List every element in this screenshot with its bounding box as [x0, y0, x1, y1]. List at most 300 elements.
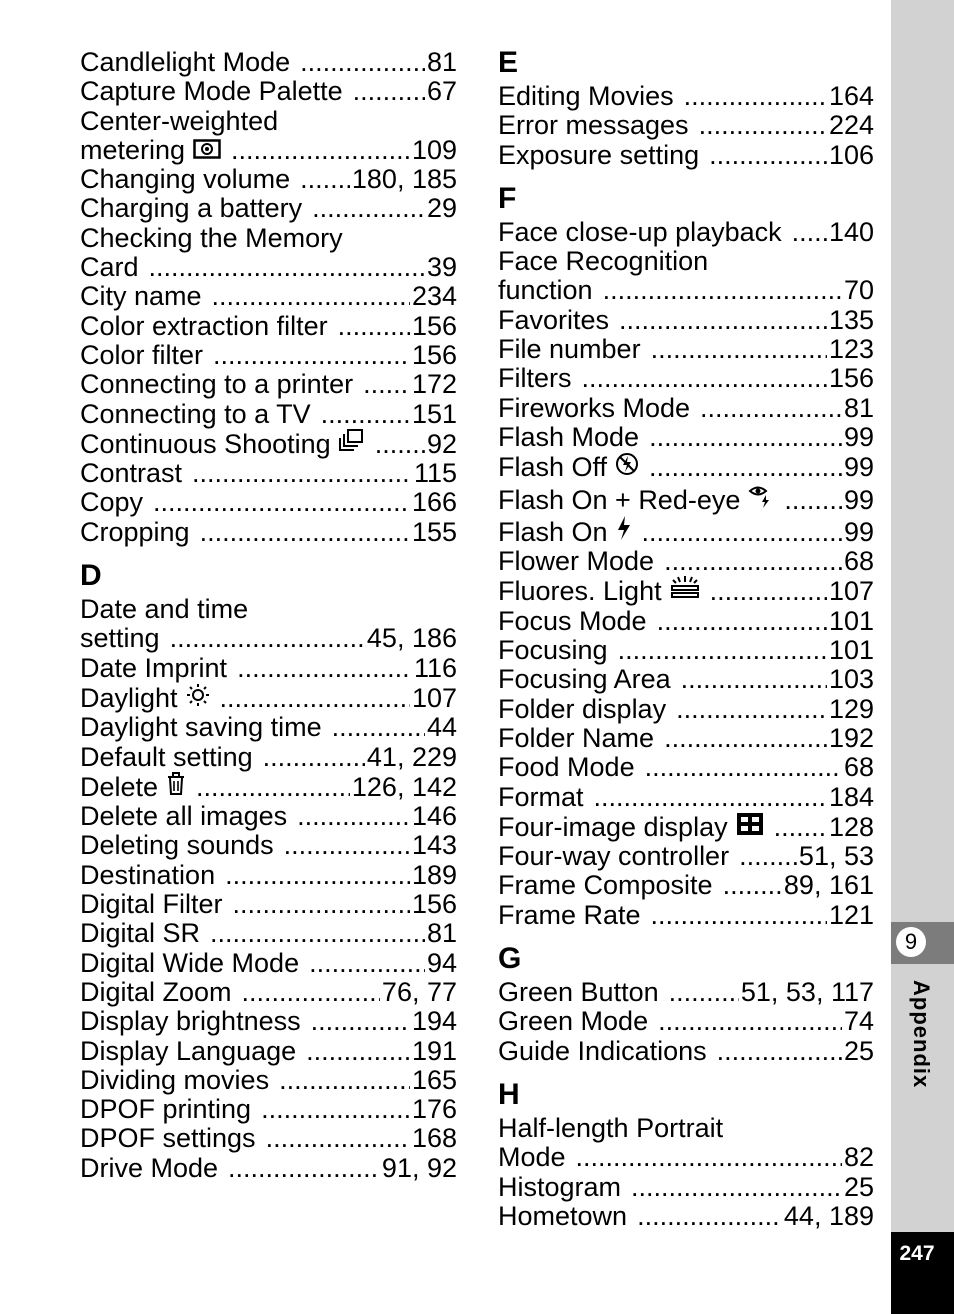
- index-entry: [80, 654, 457, 683]
- entry-page: 107: [411, 682, 457, 713]
- entry-page: 172: [411, 369, 457, 400]
- entry-term: Daylight: [80, 682, 178, 713]
- entry-term: Editing Movies: [498, 81, 674, 111]
- index-entry: [498, 753, 874, 782]
- index-entry: [80, 978, 457, 1007]
- entry-term: Focus Mode: [498, 605, 647, 636]
- leader-dots: [153, 488, 410, 517]
- index-entry-line: [498, 812, 874, 842]
- entry-page: 99: [843, 484, 874, 515]
- entry-page: 44: [426, 712, 457, 743]
- entry-page: 91, 92: [381, 1152, 457, 1183]
- index-entry: [498, 636, 874, 665]
- entry-page: 94: [426, 947, 457, 978]
- trash-icon: [166, 772, 186, 802]
- entry-term: Delete all images: [80, 801, 288, 832]
- entry-page: 44, 189: [783, 1200, 874, 1231]
- index-entry-line: [498, 1173, 874, 1202]
- section-letter: G: [498, 942, 522, 976]
- index-entry-line: [80, 919, 457, 948]
- leader-dots: [651, 335, 827, 364]
- index-entry: [80, 48, 457, 77]
- entry-term: function: [498, 275, 593, 306]
- leader-dots: [700, 394, 842, 423]
- index-entry-line: [80, 48, 457, 77]
- entry-page: 155: [411, 516, 457, 547]
- leader-dots: [657, 607, 827, 636]
- entry-term: Changing volume: [80, 164, 291, 195]
- leader-dots: [658, 1007, 842, 1036]
- entry-term: Flash On: [498, 516, 608, 547]
- index-entry-line: [498, 218, 874, 247]
- entry-term-lead: Date and time: [80, 594, 249, 625]
- entry-term: File number: [498, 334, 641, 365]
- index-entry: [80, 165, 457, 194]
- center-weighted-metering-icon: [193, 136, 221, 165]
- index-entry: [498, 1007, 874, 1036]
- leader-dots: [231, 136, 410, 165]
- entry-page: 68: [843, 546, 874, 577]
- index-entry-line: [498, 607, 874, 636]
- entry-page: 89, 161: [783, 870, 874, 901]
- entry-page: 76, 77: [381, 976, 457, 1007]
- leader-dots: [792, 218, 827, 247]
- index-section: [498, 48, 874, 170]
- index-entry-line: [80, 400, 457, 429]
- leader-dots: [210, 919, 425, 948]
- index-entry-line: [498, 871, 874, 900]
- index-entry: [498, 141, 874, 170]
- index-entry-line: [80, 194, 457, 223]
- entry-page: 82: [843, 1142, 874, 1173]
- entry-page: 156: [411, 339, 457, 370]
- index-entry-line: [498, 452, 874, 482]
- entry-term: Digital Filter: [80, 889, 223, 920]
- index-entry: [498, 842, 874, 871]
- entry-page: 126, 142: [351, 771, 457, 802]
- entry-term: Food Mode: [498, 752, 635, 783]
- index-entry: [80, 77, 457, 106]
- entry-term: Digital SR: [80, 918, 201, 949]
- section-letter: E: [498, 46, 519, 79]
- index-entry: [498, 111, 874, 140]
- entry-term: Display brightness: [80, 1006, 301, 1037]
- entry-term: Flash On + Red-eye: [498, 484, 741, 515]
- leader-dots: [266, 1124, 410, 1153]
- index-entry-line: [498, 724, 874, 753]
- index-entry-line: [80, 713, 457, 742]
- leader-dots: [321, 400, 410, 429]
- entry-page: 168: [411, 1123, 457, 1154]
- entry-page: 166: [411, 487, 457, 518]
- index-entry-line: [498, 1143, 874, 1172]
- entry-page: 25: [843, 1171, 874, 1202]
- entry-page: 121: [828, 899, 874, 930]
- entry-term: Capture Mode Palette: [80, 76, 343, 107]
- index-entry-line: [498, 141, 874, 170]
- entry-page: 194: [411, 1006, 457, 1037]
- index-entry-line: [80, 683, 457, 713]
- leader-dots: [309, 949, 425, 978]
- index-entry: [498, 82, 874, 111]
- entry-term-lead: Center-weighted: [80, 105, 279, 136]
- index-entry-line: [498, 515, 874, 547]
- chapter-number: 9: [896, 927, 926, 957]
- entry-page: 128: [828, 811, 874, 842]
- index-entry: [498, 576, 874, 606]
- entry-term: Favorites: [498, 304, 610, 335]
- index-entry-line: [80, 1007, 457, 1036]
- index-entry-line: [498, 423, 874, 452]
- leader-dots: [619, 306, 827, 335]
- index-entry-line: [498, 394, 874, 423]
- leader-dots: [284, 831, 410, 860]
- entry-term: Delete: [80, 771, 159, 802]
- index-entry: [498, 695, 874, 724]
- index-entry-line: [498, 276, 874, 305]
- index-entry-line: [498, 783, 874, 812]
- section-letter: F: [498, 181, 517, 215]
- index-entry: [80, 949, 457, 978]
- entry-page: 74: [843, 1006, 874, 1037]
- index-entry-line: [80, 370, 457, 399]
- entry-term: Copy: [80, 487, 144, 518]
- entry-page: 101: [828, 635, 874, 666]
- entry-term: Guide Indications: [498, 1035, 707, 1066]
- index-entry-line: [498, 978, 874, 1007]
- entry-page: 70: [843, 275, 874, 306]
- index-entry-line: [498, 901, 874, 930]
- entry-page: 176: [411, 1094, 457, 1125]
- index-entry-line: [80, 429, 457, 459]
- leader-dots: [149, 253, 425, 282]
- entry-page: 116: [413, 652, 457, 683]
- entry-page: 123: [828, 334, 874, 365]
- index-entry: [498, 394, 874, 423]
- leader-dots: [664, 547, 842, 576]
- entry-term: Destination: [80, 859, 216, 890]
- index-section: [498, 1077, 874, 1231]
- index-entry: [498, 483, 874, 515]
- entry-page: 81: [843, 392, 874, 423]
- leader-dots: [242, 978, 380, 1007]
- index-entry-line: [80, 654, 457, 683]
- leader-dots: [225, 861, 410, 890]
- index-entry-line: [498, 483, 874, 515]
- entry-term: Continuous Shooting: [80, 428, 331, 459]
- index-entry-line: [80, 136, 457, 165]
- entry-term: Connecting to a printer: [80, 369, 354, 400]
- entry-term: Format: [498, 781, 584, 812]
- entry-page: 146: [411, 801, 457, 832]
- entry-term: Daylight saving time: [80, 712, 322, 743]
- entry-term: City name: [80, 281, 202, 312]
- index-entry: [80, 595, 457, 654]
- entry-term: Default setting: [80, 741, 253, 772]
- index-entry: [80, 831, 457, 860]
- index-entry-line: [498, 753, 874, 782]
- index-entry: [80, 861, 457, 890]
- index-entry: [498, 452, 874, 482]
- entry-page: 151: [411, 398, 457, 429]
- index-section: [498, 944, 874, 1066]
- entry-page: 41, 229: [366, 741, 457, 772]
- index-entry-line: [80, 1037, 457, 1066]
- entry-page: 180, 185: [351, 164, 457, 195]
- leader-dots: [212, 282, 410, 311]
- leader-dots: [213, 341, 410, 370]
- index-section: [80, 561, 457, 1183]
- index-entry: [498, 306, 874, 335]
- index-entry: [498, 335, 874, 364]
- entry-term: DPOF settings: [80, 1123, 256, 1154]
- index-entry: [498, 1114, 874, 1173]
- leader-dots: [353, 77, 425, 106]
- entry-term: Contrast: [80, 458, 183, 489]
- entry-term: Error messages: [498, 110, 689, 141]
- index-entry-line: [80, 624, 457, 653]
- entry-term: Frame Composite: [498, 870, 713, 901]
- leader-dots: [261, 1095, 410, 1124]
- entry-term: Flash Mode: [498, 421, 640, 452]
- flash-off-icon: [615, 452, 639, 482]
- index-entry: [498, 724, 874, 753]
- index-entry: [498, 1037, 874, 1066]
- entry-term: Digital Zoom: [80, 976, 232, 1007]
- index-entry: [498, 247, 874, 306]
- leader-dots: [170, 624, 365, 653]
- leader-dots: [312, 194, 425, 223]
- leader-dots: [645, 753, 842, 782]
- index-entry-line: [80, 518, 457, 547]
- entry-page: 39: [426, 252, 457, 283]
- entry-page: 165: [411, 1064, 457, 1095]
- index-entry-line: [498, 335, 874, 364]
- entry-page: 45, 186: [366, 623, 457, 654]
- leader-dots: [228, 1154, 380, 1183]
- index-entry: [498, 665, 874, 694]
- entry-page: 156: [411, 310, 457, 341]
- leader-dots: [300, 48, 425, 77]
- index-entry: [498, 812, 874, 842]
- entry-term: Flower Mode: [498, 546, 655, 577]
- index-entry: [80, 1154, 457, 1183]
- entry-page: 81: [426, 47, 457, 77]
- entry-page: 184: [828, 781, 874, 812]
- leader-dots: [603, 276, 842, 305]
- index-entry-line: [498, 82, 874, 111]
- index-entry-line: [498, 665, 874, 694]
- index-entry-line: [498, 842, 874, 871]
- index-entry: [80, 1095, 457, 1124]
- entry-term: Drive Mode: [80, 1152, 219, 1183]
- leader-dots: [233, 890, 410, 919]
- section-letter: D: [80, 559, 102, 593]
- index-entry: [80, 743, 457, 772]
- entry-term: Flash Off: [498, 452, 608, 483]
- index-entry-line: [80, 802, 457, 831]
- entry-term: Dividing movies: [80, 1064, 270, 1095]
- index-entry: [80, 312, 457, 341]
- index-entry-line: [498, 636, 874, 665]
- entry-term: Date Imprint: [80, 652, 228, 683]
- leader-dots: [618, 636, 827, 665]
- index-entry-line: [80, 1154, 457, 1183]
- entry-page: 101: [828, 605, 874, 636]
- leader-dots: [300, 165, 350, 194]
- leader-dots: [669, 978, 739, 1007]
- leader-dots: [649, 453, 842, 482]
- entry-page: 51, 53: [798, 841, 874, 872]
- daylight-icon: [186, 683, 210, 713]
- index-entry: [80, 1066, 457, 1095]
- entry-term: Frame Rate: [498, 899, 641, 930]
- entry-term: Color filter: [80, 339, 204, 370]
- entry-page: 191: [411, 1035, 457, 1066]
- index-section: [80, 48, 457, 547]
- chapter-label: Appendix: [909, 980, 934, 1089]
- entry-term: Connecting to a TV: [80, 398, 311, 429]
- entry-term: Mode: [498, 1142, 566, 1173]
- entry-page: 129: [828, 693, 874, 724]
- entry-term: Green Mode: [498, 1006, 649, 1037]
- index-entry-line: [80, 949, 457, 978]
- leader-dots: [717, 1037, 842, 1066]
- index-entry-line: [80, 1095, 457, 1124]
- leader-dots: [297, 802, 410, 831]
- entry-page: 109: [411, 134, 457, 165]
- leader-dots: [664, 724, 827, 753]
- entry-term: Filters: [498, 363, 572, 394]
- entry-page: 92: [426, 428, 457, 459]
- index-entry-line: [80, 743, 457, 772]
- flash-on-icon: [616, 515, 632, 547]
- section-letter: H: [498, 1077, 520, 1111]
- entry-term: Cropping: [80, 516, 190, 547]
- leader-dots: [263, 743, 365, 772]
- index-entry: [80, 919, 457, 948]
- index-entry-line: [498, 111, 874, 140]
- index-entry: [498, 978, 874, 1007]
- leader-dots: [649, 423, 842, 452]
- index-entry: [80, 802, 457, 831]
- index-entry-line: [80, 77, 457, 106]
- leader-dots: [200, 518, 410, 547]
- index-entry-line: [80, 1124, 457, 1153]
- leader-dots: [699, 111, 827, 140]
- entry-term: Focusing Area: [498, 664, 671, 695]
- index-entry: [80, 459, 457, 488]
- fluorescent-light-icon: [670, 576, 700, 606]
- entry-page: 115: [413, 458, 457, 489]
- leader-dots: [784, 486, 842, 515]
- leader-dots: [684, 82, 827, 111]
- entry-page: 156: [411, 889, 457, 920]
- entry-term: Digital Wide Mode: [80, 947, 300, 978]
- entry-term: Four-image display: [498, 811, 728, 842]
- entry-page: 224: [828, 110, 874, 141]
- index-entry-line: [80, 312, 457, 341]
- entry-term: Hometown: [498, 1200, 628, 1231]
- index-section: [498, 181, 874, 930]
- leader-dots: [279, 1066, 410, 1095]
- index-entry: [80, 488, 457, 517]
- leader-dots: [196, 773, 350, 802]
- index-entry: [498, 871, 874, 900]
- entry-page: 99: [843, 421, 874, 452]
- index-entry-line: [80, 978, 457, 1007]
- index-entry-line: [498, 1007, 874, 1036]
- index-entry: [80, 194, 457, 223]
- index-entry: [80, 518, 457, 547]
- entry-page: 99: [843, 452, 874, 483]
- leader-dots: [631, 1173, 842, 1202]
- entry-term: Green Button: [498, 977, 659, 1008]
- leader-dots: [220, 684, 410, 713]
- entry-page: 192: [828, 722, 874, 753]
- entry-term: DPOF printing: [80, 1094, 252, 1125]
- leader-dots: [306, 1037, 410, 1066]
- index-entry-line: [498, 695, 874, 724]
- leader-dots: [709, 141, 827, 170]
- leader-dots: [681, 665, 827, 694]
- index-entry: [80, 107, 457, 166]
- entry-term: Card: [80, 252, 139, 283]
- leader-dots: [332, 713, 425, 742]
- entry-page: 140: [828, 216, 874, 247]
- entry-page: 81: [426, 918, 457, 949]
- index-entry: [80, 341, 457, 370]
- entry-page: 135: [828, 304, 874, 335]
- entry-page: 51, 53, 117: [740, 977, 874, 1008]
- leader-dots: [637, 1202, 782, 1231]
- leader-dots: [710, 577, 827, 606]
- leader-dots: [363, 370, 410, 399]
- index-entry-line: [80, 341, 457, 370]
- entry-page: 156: [828, 363, 874, 394]
- index-entry: [498, 218, 874, 247]
- leader-dots: [192, 459, 412, 488]
- entry-term: setting: [80, 623, 160, 654]
- index-entry-line: [80, 282, 457, 311]
- index-entry-line: [80, 831, 457, 860]
- entry-term: Exposure setting: [498, 139, 700, 170]
- index-entry: [80, 1007, 457, 1036]
- index-entry-line: [80, 890, 457, 919]
- index-entry: [80, 370, 457, 399]
- index-entry-line: [80, 165, 457, 194]
- index-entry-line: [80, 861, 457, 890]
- index-entry-line: [80, 459, 457, 488]
- index-entry: [80, 890, 457, 919]
- entry-term: Fireworks Mode: [498, 392, 691, 423]
- entry-page: 234: [411, 281, 457, 312]
- leader-dots: [338, 312, 410, 341]
- index-entry-line: [80, 772, 457, 802]
- continuous-shooting-icon: [339, 429, 365, 459]
- entry-page: 106: [828, 139, 874, 170]
- leader-dots: [582, 364, 827, 393]
- entry-term: Fluores. Light: [498, 576, 662, 607]
- index-entry: [498, 515, 874, 547]
- leader-dots: [774, 813, 827, 842]
- entry-term: Folder Name: [498, 722, 655, 753]
- red-eye-flash-icon: [748, 483, 774, 515]
- entry-term: Candlelight Mode: [80, 47, 291, 77]
- index-entry: [498, 1173, 874, 1202]
- index-entry: [80, 282, 457, 311]
- index-entry: [498, 423, 874, 452]
